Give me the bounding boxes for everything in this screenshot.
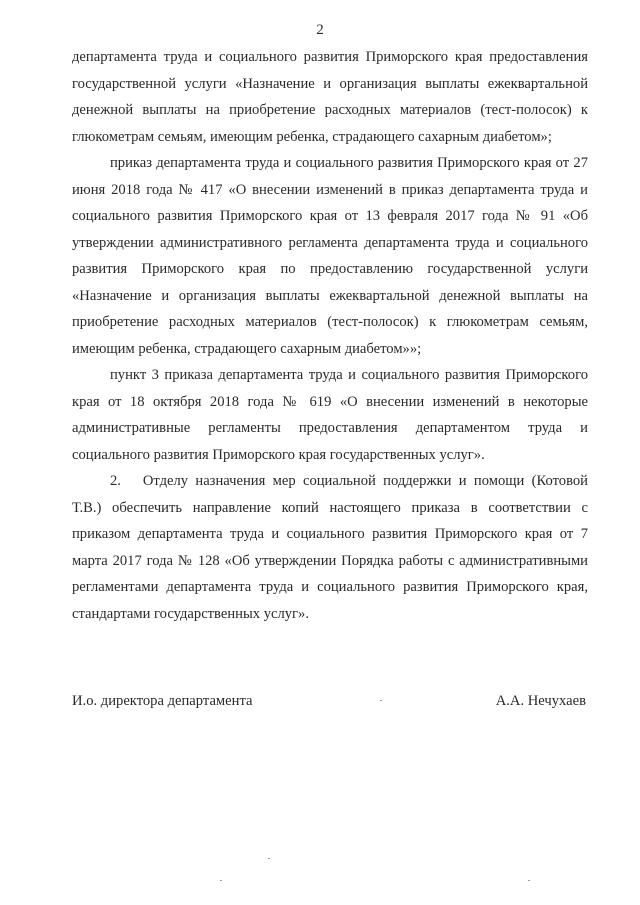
page-number: 2 [316,22,324,38]
scan-speck [268,858,270,859]
signature-block [72,693,586,710]
signatory-name: А.А. Нечухаев [495,693,586,709]
scan-speck [380,700,382,701]
paragraph-item-2: 2. Отделу назначения мер социальной поддержки и помощи (Котовой Т.В.) обеспечить направление копий настоящего приказа в соответствии с приказом департамента труда и социального развития Приморского края от 7 марта 2017 года № 128 «Об утверждении Порядка работы с административными регламентами департамента труда и социального развития Приморского края, стандартами государственных услуг». [72,473,588,622]
scan-speck [528,880,530,881]
paragraph-continuation: департамента труда и социального развития Приморского края предоставления государственной услуги «Назначение и организация выплаты ежеквартальной денежной выплаты на приобретение расходных материалов (тест-полосок) к глюкометрам семьям, имеющим ребенка, страдающего сахарным диабетом»; [72,49,588,145]
signatory-position: И.о. директора департамента [72,693,253,709]
scan-speck [220,880,222,881]
document-body [72,44,588,627]
paragraph-order-417: приказ департамента труда и социального развития Приморского края от 27 июня 2018 года № 417 «О внесении изменений в приказ департамента труда и социального развития Приморского края от 13 февраля 2017 года № 91 «Об утверждении административного регламента департамента труда и социального развития Приморского края по предоставлению государственной услуги «Назначение и организация выплаты ежеквартальной денежной выплаты на приобретение расходных материалов (тест-полосок) к глюкометрам семьям, имеющим ребенка, страдающего сахарным диабетом»»; [72,155,588,357]
paragraph-order-619: пункт 3 приказа департамента труда и социального развития Приморского края от 18 октября 2018 года № 619 «О внесении изменений в некоторые административные регламенты предоставления департаментом труда и социального развития Приморского края государственных услуг». [72,367,588,463]
